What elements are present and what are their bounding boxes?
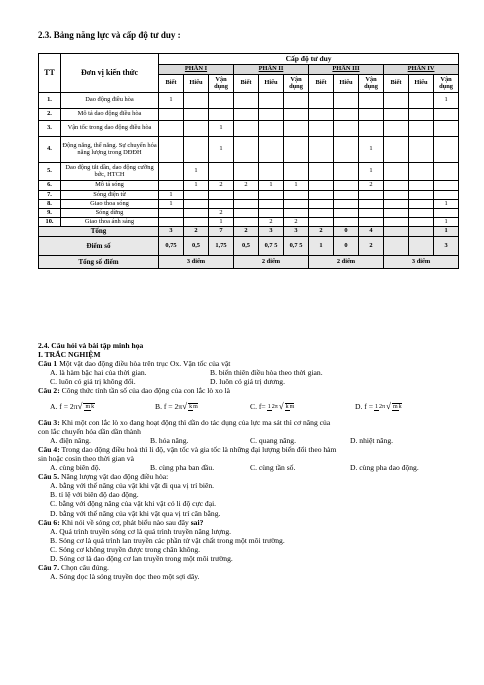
count-cell: [234, 163, 259, 181]
count-cell: [184, 121, 209, 137]
q2-c-one: 1: [267, 403, 271, 410]
q2-options: [38, 396, 468, 418]
total-row-cell: 2: [309, 227, 334, 237]
count-cell: [434, 163, 459, 181]
q5-label: Câu 5.: [38, 472, 60, 482]
total-row-cell: 3: [284, 227, 309, 237]
q3-option-a: A. điện năng.: [50, 435, 91, 445]
count-cell: [334, 191, 359, 200]
part-title: I. TRẮC NGHIỆM: [38, 350, 101, 360]
q7-label: Câu 7.: [38, 563, 60, 573]
grand-total-cell: 3 điểm: [384, 256, 459, 269]
count-cell: [234, 137, 259, 163]
count-cell: [384, 121, 409, 137]
count-cell: 1: [434, 200, 459, 209]
score-row-cell: 0,7 5: [284, 237, 309, 256]
count-cell: [184, 109, 209, 121]
q4-text: Trong dao động điều hoà thì li độ, vận tốc và gia tốc là những đại lượng biến đổi theo hàm: [59, 444, 337, 454]
count-cell: [284, 200, 309, 209]
count-cell: [409, 209, 434, 218]
q2-option-d: D. f =12π√ mk: [355, 400, 402, 411]
count-cell: [309, 137, 334, 163]
knowledge-unit: Dao động điều hòa: [61, 93, 159, 109]
count-cell: 1: [159, 93, 184, 109]
level-subheader: Biết: [159, 75, 184, 93]
table-row: [39, 191, 459, 200]
knowledge-unit: Sóng dừng: [61, 209, 159, 218]
score-row-cell: 0,75: [159, 237, 184, 256]
part-header: PHẦN II: [234, 65, 309, 75]
count-cell: 1: [359, 163, 384, 181]
q1-label: Câu 1: [38, 359, 58, 369]
q4-option-b: B. cùng pha ban đầu.: [150, 463, 215, 473]
count-cell: [334, 163, 359, 181]
count-cell: [259, 109, 284, 121]
count-cell: [234, 121, 259, 137]
table-row: [39, 163, 459, 181]
q5-option-b: B. tỉ lệ với biên độ dao động.: [50, 490, 139, 500]
total-row-cell: 7: [209, 227, 234, 237]
level-subheader: Vận dụng: [359, 75, 384, 93]
level-subheader: Biết: [309, 75, 334, 93]
level-subheader: Vận dụng: [209, 75, 234, 93]
row-number: 4.: [39, 137, 61, 163]
count-cell: [309, 209, 334, 218]
count-cell: [159, 121, 184, 137]
table-row: [39, 218, 459, 227]
q5-option-c: C. bằng với động năng của vật khi vật có li độ cực đại.: [50, 499, 217, 509]
level-subheader: Biết: [384, 75, 409, 93]
q3-option-d: D. nhiệt năng.: [350, 435, 394, 445]
grand-total-cell: 2 điểm: [309, 256, 384, 269]
question-5: [38, 472, 468, 481]
level-subheader: Biết: [234, 75, 259, 93]
row-number: 8.: [39, 200, 61, 209]
level-subheader: Hiểu: [334, 75, 359, 93]
score-row-cell: [384, 237, 409, 256]
q6-label: Câu 6:: [38, 517, 60, 527]
knowledge-unit: Động năng, thế năng. Sự chuyển hóa năng lượng trong DĐĐH: [61, 137, 159, 163]
q2-a-den: k: [91, 404, 95, 411]
row-number: 6.: [39, 181, 61, 191]
q4-label: Câu 4:: [38, 444, 60, 454]
count-cell: [209, 93, 234, 109]
count-cell: 1: [209, 121, 234, 137]
grand-total-row: [39, 256, 459, 269]
table-row: [39, 209, 459, 218]
count-cell: [334, 181, 359, 191]
count-cell: [184, 137, 209, 163]
count-cell: [159, 218, 184, 227]
count-cell: [259, 163, 284, 181]
total-row: [39, 227, 459, 237]
count-cell: [184, 93, 209, 109]
count-cell: [284, 163, 309, 181]
table-row: [39, 200, 459, 209]
count-cell: [309, 200, 334, 209]
count-cell: [284, 137, 309, 163]
count-cell: [259, 209, 284, 218]
question-2: [38, 386, 468, 395]
q6-text: Khi nói về sóng cơ, phát biểu nào sau đây: [59, 517, 191, 527]
count-cell: [384, 200, 409, 209]
total-row-cell: 1: [434, 227, 459, 237]
row-number: 1.: [39, 93, 61, 109]
total-row-label: Tổng: [39, 227, 159, 237]
count-cell: [234, 109, 259, 121]
q3-option-c: C. quang năng.: [250, 435, 296, 445]
q1-option-a: A. là hàm bậc hai của thời gian.: [50, 368, 147, 378]
count-cell: [409, 109, 434, 121]
count-cell: [284, 109, 309, 121]
competency-table: [38, 53, 459, 269]
q2-d-prefix: D. f =: [355, 401, 373, 411]
q1-text: Một vật dao động điều hòa trên trục Ox. Vận tốc của vật: [57, 359, 231, 369]
q3-label: Câu 3:: [38, 417, 60, 427]
count-cell: [434, 109, 459, 121]
count-cell: 2: [209, 181, 234, 191]
total-row-cell: 3: [159, 227, 184, 237]
row-number: 3.: [39, 121, 61, 137]
total-row-cell: 4: [359, 227, 384, 237]
count-cell: [334, 109, 359, 121]
count-cell: 1: [159, 200, 184, 209]
knowledge-unit: Giao thoa ánh sáng: [61, 218, 159, 227]
row-number: 10.: [39, 218, 61, 227]
q2-option-c: C. f=12π√ km: [250, 400, 295, 411]
count-cell: [409, 93, 434, 109]
grand-total-label: Tổng số điểm: [39, 256, 159, 269]
q7-text: Chọn câu đúng.: [59, 563, 109, 573]
q6-option-b: B. Sóng cơ là quá trình lan truyền các phần tử vật chất trong một môi trường.: [50, 535, 285, 545]
total-row-cell: 3: [259, 227, 284, 237]
count-cell: [334, 137, 359, 163]
count-cell: [184, 209, 209, 218]
count-cell: 1: [184, 163, 209, 181]
q2-label: Câu 2:: [38, 386, 60, 396]
count-cell: 2: [284, 218, 309, 227]
count-cell: [259, 137, 284, 163]
question-section: [38, 341, 468, 581]
count-cell: [334, 209, 359, 218]
count-cell: [409, 181, 434, 191]
count-cell: [334, 200, 359, 209]
score-row-cell: 0,7 5: [259, 237, 284, 256]
q2-d-2pi: 2π: [379, 403, 386, 410]
q2-option-a: A. f = 2π√ mk: [50, 400, 95, 411]
count-cell: [284, 93, 309, 109]
question-7: [38, 563, 468, 572]
count-cell: [234, 191, 259, 200]
count-cell: [209, 200, 234, 209]
total-row-cell: 2: [184, 227, 209, 237]
q3-text: Khi một con lắc lò xo đang hoạt động thì dần do tác dụng của lực ma sát thì cơ năng của: [59, 417, 331, 427]
question-3: [38, 418, 468, 427]
total-row-cell: [384, 227, 409, 237]
table-row: [39, 181, 459, 191]
count-cell: [334, 121, 359, 137]
level-subheader: Hiểu: [184, 75, 209, 93]
score-row-cell: 0,5: [234, 237, 259, 256]
knowledge-unit: Dao động tắt dần, dao động cưỡng bức, HTCH: [61, 163, 159, 181]
level-subheader: Vận dụng: [284, 75, 309, 93]
count-cell: [184, 191, 209, 200]
count-cell: [384, 181, 409, 191]
count-cell: [184, 200, 209, 209]
row-number: 7.: [39, 191, 61, 200]
level-subheader: Hiểu: [259, 75, 284, 93]
count-cell: [309, 181, 334, 191]
score-row-cell: 3: [434, 237, 459, 256]
q2-a-prefix: A. f = 2π: [50, 401, 78, 411]
q5-text: Năng lượng vật dao động điều hòa:: [59, 472, 169, 482]
count-cell: 2: [259, 218, 284, 227]
count-cell: [359, 109, 384, 121]
knowledge-unit: Sóng điện từ: [61, 191, 159, 200]
q5-option-d: D. bằng với thế năng của vật khi vật qua vị trí cân bằng.: [50, 508, 221, 518]
q2-d-num: m: [392, 404, 398, 411]
count-cell: [159, 209, 184, 218]
q1-options-row1: [38, 368, 468, 377]
count-cell: [359, 209, 384, 218]
row-number: 2.: [39, 109, 61, 121]
knowledge-unit: Giao thoa sóng: [61, 200, 159, 209]
part-header: PHẦN IV: [384, 65, 459, 75]
grand-total-cell: 2 điểm: [234, 256, 309, 269]
q4-option-a: A. cùng biên độ.: [50, 463, 101, 473]
count-cell: 1: [359, 137, 384, 163]
score-row: [39, 237, 459, 256]
part-header: PHẦN I: [159, 65, 234, 75]
q2-b-num: k: [189, 404, 193, 411]
total-row-cell: 0: [334, 227, 359, 237]
q2-b-prefix: B. f = 2π: [155, 401, 183, 411]
count-cell: [434, 209, 459, 218]
count-cell: [284, 209, 309, 218]
table-row: [39, 109, 459, 121]
count-cell: [184, 218, 209, 227]
count-cell: [359, 200, 384, 209]
count-cell: 1: [284, 181, 309, 191]
q3-text-cont: con lắc chuyển hóa dần dần thành: [38, 426, 141, 436]
count-cell: [384, 137, 409, 163]
q3-options: [38, 436, 468, 445]
row-number: 9.: [39, 209, 61, 218]
count-cell: [409, 218, 434, 227]
knowledge-unit: Vận tốc trong dao động điều hòa: [61, 121, 159, 137]
count-cell: [384, 209, 409, 218]
count-cell: 1: [434, 218, 459, 227]
count-cell: [434, 137, 459, 163]
count-cell: [409, 137, 434, 163]
count-cell: [309, 121, 334, 137]
count-cell: [284, 191, 309, 200]
score-row-cell: [409, 237, 434, 256]
count-cell: [159, 181, 184, 191]
question-4: [38, 445, 468, 454]
count-cell: [359, 218, 384, 227]
count-cell: [309, 109, 334, 121]
table-row: [39, 137, 459, 163]
count-cell: [359, 93, 384, 109]
count-cell: [259, 191, 284, 200]
q6-emphasis: sai?: [190, 517, 204, 527]
knowledge-unit: Mô tả sóng: [61, 181, 159, 191]
row-number: 5.: [39, 163, 61, 181]
q7-option-a: A. Sóng dọc là sóng truyền dọc theo một sợi dây.: [50, 572, 200, 582]
score-row-cell: 2: [359, 237, 384, 256]
score-row-cell: 0,5: [184, 237, 209, 256]
tt-header: TT: [39, 54, 61, 93]
count-cell: [259, 200, 284, 209]
count-cell: 1: [209, 137, 234, 163]
q2-d-den: k: [398, 404, 402, 411]
count-cell: [309, 93, 334, 109]
count-cell: [409, 191, 434, 200]
total-row-cell: 2: [234, 227, 259, 237]
count-cell: [409, 200, 434, 209]
count-cell: [259, 121, 284, 137]
count-cell: 2: [209, 209, 234, 218]
q2-text: Công thức tính tần số của dao động của con lắc lò xo là: [59, 386, 231, 396]
count-cell: [334, 218, 359, 227]
q2-d-one: 1: [375, 403, 378, 410]
count-cell: [409, 121, 434, 137]
count-cell: [284, 121, 309, 137]
count-cell: [309, 191, 334, 200]
unit-header: Đơn vị kiến thức: [61, 54, 159, 93]
grand-total-cell: 3 điểm: [159, 256, 234, 269]
count-cell: [409, 163, 434, 181]
q4-option-d: D. cùng pha dao động.: [350, 463, 419, 473]
count-cell: [159, 163, 184, 181]
q4-text-cont: sin hoặc cosin theo thời gian và: [38, 453, 134, 463]
part-header: PHẦN III: [309, 65, 384, 75]
count-cell: [359, 121, 384, 137]
table-row: [39, 121, 459, 137]
count-cell: [209, 163, 234, 181]
q2-option-b: B. f = 2π√ km: [155, 400, 198, 411]
q1-option-c: C. luôn có giá trị không đổi.: [50, 377, 136, 387]
score-row-cell: 1,75: [209, 237, 234, 256]
count-cell: [159, 137, 184, 163]
count-cell: 1: [434, 93, 459, 109]
count-cell: [234, 200, 259, 209]
count-cell: 1: [259, 181, 284, 191]
q1-option-b: B. biến thiên điều hòa theo thời gian.: [210, 368, 323, 378]
count-cell: [259, 93, 284, 109]
q4-option-c: C. cùng tần số.: [250, 463, 296, 473]
level-subheader: Vận dụng: [434, 75, 459, 93]
q3-option-b: B. hóa năng.: [150, 435, 189, 445]
q2-c-num: k: [285, 404, 289, 411]
count-cell: [209, 191, 234, 200]
score-row-label: Điểm số: [39, 237, 159, 256]
section-heading-2-3: 2.3. Bảng năng lực và cấp độ tư duy :: [38, 30, 181, 40]
total-row-cell: [409, 227, 434, 237]
q5-option-a: A. bằng với thế năng của vật khi vật đi qua vị trí biên.: [50, 481, 215, 491]
table-row: [39, 93, 459, 109]
count-cell: 2: [234, 181, 259, 191]
q2-b-den: m: [193, 404, 198, 411]
q6-option-d: D. Sóng cơ là dao động cơ lan truyền trong một môi trường.: [50, 553, 233, 563]
q2-c-2pi: 2π: [271, 403, 278, 410]
q1-options-row2: [38, 377, 468, 386]
count-cell: [434, 181, 459, 191]
section-heading-2-4: 2.4. Câu hỏi và bài tập minh họa: [38, 341, 144, 350]
count-cell: [334, 93, 359, 109]
count-cell: [234, 93, 259, 109]
count-cell: [434, 191, 459, 200]
count-cell: 1: [159, 191, 184, 200]
count-cell: 2: [359, 181, 384, 191]
q1-option-d: D. luôn có giá trị dương.: [210, 377, 285, 387]
count-cell: [434, 121, 459, 137]
question-6: [38, 518, 468, 527]
q2-c-den: m: [289, 404, 295, 411]
count-cell: [209, 109, 234, 121]
q2-a-num: m: [85, 404, 91, 411]
score-row-cell: 0: [334, 237, 359, 256]
count-cell: [234, 218, 259, 227]
count-cell: 1: [184, 181, 209, 191]
count-cell: [309, 163, 334, 181]
count-cell: [159, 109, 184, 121]
question-1: [38, 359, 468, 368]
count-cell: [384, 218, 409, 227]
q6-option-a: A. Quá trình truyền sóng cơ là quá trình truyền năng lượng.: [50, 526, 232, 536]
count-cell: [359, 191, 384, 200]
count-cell: [309, 218, 334, 227]
count-cell: [384, 191, 409, 200]
count-cell: [384, 109, 409, 121]
count-cell: [234, 209, 259, 218]
score-row-cell: 1: [309, 237, 334, 256]
count-cell: 1: [209, 218, 234, 227]
q2-c-prefix: C. f=: [250, 401, 266, 411]
knowledge-unit: Mô tả dao động điều hòa: [61, 109, 159, 121]
count-cell: [384, 163, 409, 181]
q6-option-c: C. Sóng cơ không truyền được trong chân không.: [50, 544, 201, 554]
q4-options: [38, 463, 468, 472]
count-cell: [384, 93, 409, 109]
level-subheader: Hiểu: [409, 75, 434, 93]
level-header: Cấp độ tư duy: [159, 54, 459, 65]
